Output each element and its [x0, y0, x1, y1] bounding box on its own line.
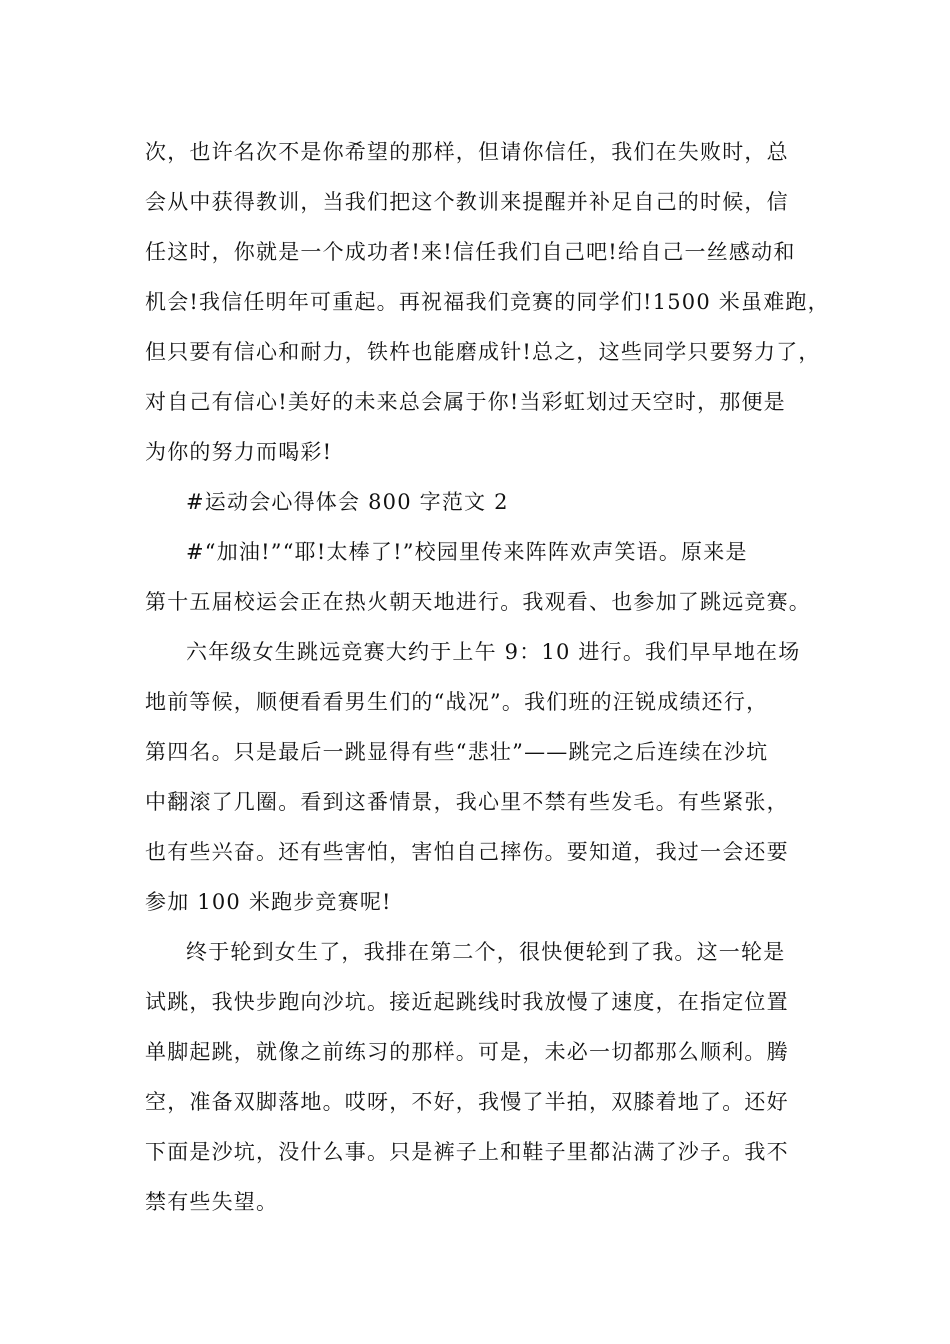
- text-line: 会从中获得教训，当我们把这个教训来提醒并补足自己的时候，信: [145, 190, 789, 214]
- text-line: 单脚起跳，就像之前练习的那样。可是，未必一切都那么顺利。腾: [145, 1040, 789, 1064]
- text-line: 空，准备双脚落地。哎呀，不好，我慢了半拍，双膝着地了。还好: [145, 1090, 789, 1114]
- text-line: 对自己有信心!美好的未来总会属于你!当彩虹划过天空时，那便是: [145, 390, 786, 414]
- text-line: 地前等候，顺便看看男生们的“战况”。我们班的汪锐成绩还行，: [145, 690, 769, 714]
- text-line: 六年级女生跳远竞赛大约于上午 9：10 进行。我们早早地在场: [186, 640, 801, 664]
- text-line: 机会!我信任明年可重起。再祝福我们竞赛的同学们!1500 米虽难跑，: [145, 290, 830, 314]
- text-line: 次，也许名次不是你希望的那样，但请你信任，我们在失败时，总: [145, 140, 789, 164]
- text-line: #“加油!”“耶!太棒了!”校园里传来阵阵欢声笑语。原来是: [186, 540, 748, 564]
- text-line: 中翻滚了几圈。看到这番情景，我心里不禁有些发毛。有些紧张，: [145, 790, 789, 814]
- text-line: 参加 100 米跑步竞赛呢!: [145, 890, 392, 914]
- text-line: 下面是沙坑，没什么事。只是裤子上和鞋子里都沾满了沙子。我不: [145, 1140, 789, 1164]
- text-line: 试跳，我快步跑向沙坑。接近起跳线时我放慢了速度，在指定位置: [145, 990, 789, 1014]
- text-line: 为你的努力而喝彩!: [145, 440, 333, 464]
- section-heading: #运动会心得体会 800 字范文 2: [186, 490, 509, 514]
- text-line: 但只要有信心和耐力，铁杵也能磨成针!总之，这些同学只要努力了，: [145, 340, 821, 364]
- text-line: 也有些兴奋。还有些害怕，害怕自己摔伤。要知道，我过一会还要: [145, 840, 789, 864]
- text-line: 终于轮到女生了，我排在第二个，很快便轮到了我。这一轮是: [186, 940, 786, 964]
- text-line: 第十五届校运会正在热火朝天地进行。我观看、也参加了跳远竞赛。: [145, 590, 811, 614]
- text-line: 第四名。只是最后一跳显得有些“悲壮”——跳完之后连续在沙坑: [145, 740, 769, 764]
- text-line: 禁有些失望。: [145, 1190, 279, 1214]
- text-line: 任这时，你就是一个成功者!来!信任我们自己吧!给自己一丝感动和: [145, 240, 796, 264]
